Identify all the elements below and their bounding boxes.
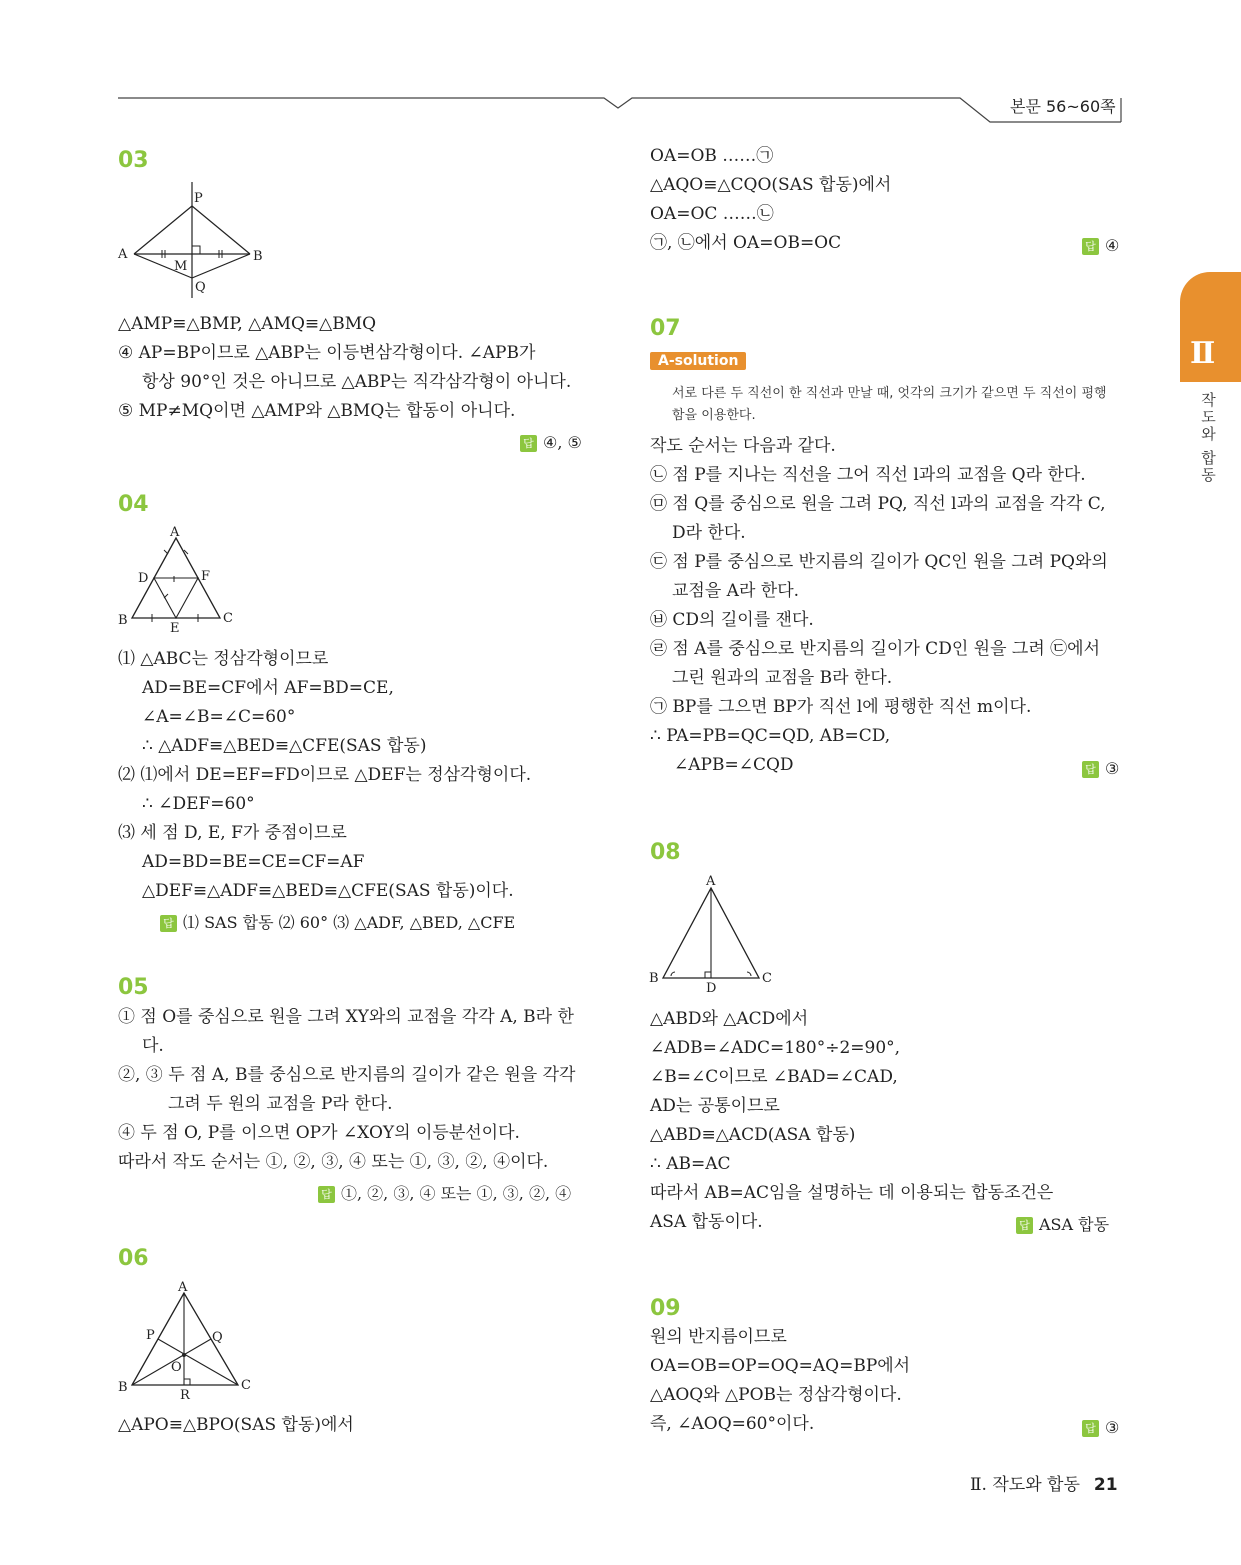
- q07-line-5: ㉢ 점 P를 중심으로 반지름의 길이가 QC인 원을 그려 PQ와의: [650, 552, 1108, 572]
- chapter-tab-title: 작도와 합동: [1199, 392, 1217, 484]
- label-P: P: [194, 191, 203, 206]
- figure-q04: [112, 522, 242, 637]
- q06-answer-text: ④: [1105, 236, 1120, 255]
- q06-line-1: △APO≡△BPO(SAS 합동)에서: [118, 1415, 354, 1435]
- q09-line-1: 원의 반지름이므로: [650, 1327, 787, 1347]
- q06-answer: [1082, 231, 1119, 260]
- label-Q: Q: [195, 280, 206, 295]
- q04-line-3: ∠A=∠B=∠C=60°: [142, 707, 296, 727]
- label-Q: Q: [212, 1330, 223, 1345]
- label-B: B: [253, 249, 263, 264]
- q03-answer-text: ④, ⑤: [543, 433, 582, 452]
- question-number-03: 03: [118, 148, 149, 173]
- q07-answer-text: ③: [1105, 759, 1120, 778]
- label-M: M: [174, 259, 188, 274]
- label-O: O: [171, 1360, 182, 1375]
- label-F: F: [201, 569, 211, 584]
- label-A: A: [170, 525, 180, 540]
- q08-line-7: 따라서 AB=AC임을 설명하는 데 이용되는 합동조건은: [650, 1183, 1054, 1203]
- q04-line-4: ∴ △ADF≡△BED≡△CFE(SAS 합동): [142, 736, 427, 756]
- a-solution-line-2: 함을 이용한다.: [672, 408, 756, 423]
- q07-line-10: ㉠ BP를 그으면 BP가 직선 l에 평행한 직선 m이다.: [650, 697, 1032, 717]
- q06-line-2: OA=OB ……㉠: [650, 146, 774, 166]
- label-A: A: [118, 247, 128, 262]
- q06-line-3: △AQO≡△CQO(SAS 합동)에서: [650, 175, 892, 195]
- footer-chapter: Ⅱ. 작도와 합동: [970, 1475, 1080, 1495]
- answer-badge: 답: [1082, 1420, 1099, 1437]
- q07-line-2: ㉡ 점 P를 지나는 직선을 그어 직선 l과의 교점을 Q라 한다.: [650, 465, 1086, 485]
- q07-line-11: ∴ PA=PB=QC=QD, AB=CD,: [650, 726, 891, 746]
- q04-answer: [160, 908, 515, 937]
- page-number: 21: [1093, 1475, 1118, 1495]
- q04-line-8: AD=BD=BE=CE=CF=AF: [142, 852, 365, 872]
- q07-line-9: 그린 원과의 교점을 B라 한다.: [672, 668, 893, 688]
- q09-line-4: 즉, ∠AOQ=60°이다.: [650, 1414, 815, 1434]
- label-B: B: [649, 971, 659, 986]
- answer-badge: 답: [318, 1186, 335, 1203]
- q03-line-1: △AMP≡△BMP, △AMQ≡△BMQ: [118, 314, 377, 334]
- a-solution-label: A-solution: [650, 352, 746, 370]
- label-P: P: [146, 1328, 155, 1343]
- label-D: D: [706, 981, 717, 996]
- label-D: D: [138, 571, 149, 586]
- q04-line-9: △DEF≡△ADF≡△BED≡△CFE(SAS 합동)이다.: [142, 881, 514, 901]
- answer-badge: 답: [1082, 761, 1099, 778]
- q04-line-2: AD=BE=CF에서 AF=BD=CE,: [142, 678, 394, 698]
- label-C: C: [223, 611, 233, 626]
- question-number-05: 05: [118, 975, 149, 1000]
- page-footer: [970, 1470, 1118, 1495]
- q07-line-1: 작도 순서는 다음과 같다.: [650, 436, 836, 456]
- label-A: A: [706, 874, 716, 889]
- q08-line-6: ∴ AB=AC: [650, 1154, 731, 1174]
- q08-answer: [1016, 1210, 1109, 1239]
- label-E: E: [170, 621, 180, 636]
- q05-answer: [318, 1179, 571, 1208]
- q08-line-4: AD는 공통이므로: [650, 1096, 780, 1116]
- q07-line-12: ∠APB=∠CQD: [674, 755, 794, 775]
- q08-line-2: ∠ADB=∠ADC=180°÷2=90°,: [650, 1038, 901, 1058]
- q03-line-2: ④ AP=BP이므로 △ABP는 이등변삼각형이다. ∠APB가: [118, 343, 536, 363]
- q05-line-2: 다.: [142, 1036, 164, 1056]
- q08-line-8: ASA 합동이다.: [650, 1212, 763, 1232]
- q04-answer-text: ⑴ SAS 합동 ⑵ 60° ⑶ △ADF, △BED, △CFE: [183, 913, 516, 932]
- label-B: B: [118, 1380, 128, 1395]
- label-C: C: [241, 1378, 251, 1393]
- answer-badge: 답: [1016, 1217, 1033, 1234]
- q05-line-6: 따라서 작도 순서는 ①, ②, ③, ④ 또는 ①, ③, ②, ④이다.: [118, 1152, 549, 1172]
- q08-line-5: △ABD≡△ACD(ASA 합동): [650, 1125, 856, 1145]
- q07-line-3: ㉤ 점 Q를 중심으로 원을 그려 PQ, 직선 l과의 교점을 각각 C,: [650, 494, 1106, 514]
- question-number-08: 08: [650, 840, 681, 865]
- q04-line-7: ⑶ 세 점 D, E, F가 중점이므로: [118, 823, 347, 843]
- q05-answer-text: ①, ②, ③, ④ 또는 ①, ③, ②, ④: [341, 1184, 572, 1203]
- q04-line-5: ⑵ ⑴에서 DE=EF=FD이므로 △DEF는 정삼각형이다.: [118, 765, 532, 785]
- question-number-07: 07: [650, 316, 681, 341]
- label-A: A: [178, 1280, 188, 1295]
- q04-line-1: ⑴ △ABC는 정삼각형이므로: [118, 649, 329, 669]
- q05-line-3: ②, ③ 두 점 A, B를 중심으로 반지름의 길이가 같은 원을 각각: [118, 1065, 576, 1085]
- answer-badge: 답: [1082, 238, 1099, 255]
- q07-line-8: ㉣ 점 A를 중심으로 반지름의 길이가 CD인 원을 그려 ㉢에서: [650, 639, 1100, 659]
- q09-answer: [1082, 1413, 1119, 1442]
- q09-line-2: OA=OB=OP=OQ=AQ=BP에서: [650, 1356, 911, 1376]
- q03-answer: [520, 428, 582, 457]
- question-number-04: 04: [118, 492, 149, 517]
- label-C: C: [762, 971, 772, 986]
- q05-line-5: ④ 두 점 O, P를 이으면 OP가 ∠XOY의 이등분선이다.: [118, 1123, 520, 1143]
- q04-line-6: ∴ ∠DEF=60°: [142, 794, 255, 814]
- q06-line-5: ㉠, ㉡에서 OA=OB=OC: [650, 233, 842, 253]
- page-reference: 본문 56~60쪽: [1010, 97, 1116, 116]
- q08-answer-text: ASA 합동: [1039, 1215, 1110, 1234]
- question-number-06: 06: [118, 1246, 149, 1271]
- label-R: R: [180, 1388, 190, 1403]
- q08-line-1: △ABD와 △ACD에서: [650, 1009, 809, 1029]
- q07-line-6: 교점을 A라 한다.: [672, 581, 800, 601]
- figure-q08: [645, 868, 785, 998]
- figure-q03: [112, 178, 282, 300]
- q05-line-4: 그려 두 원의 교점을 P라 한다.: [168, 1094, 393, 1114]
- q03-line-3: 항상 90°인 것은 아니므로 △ABP는 직각삼각형이 아니다.: [142, 372, 572, 392]
- chapter-tab-roman: Ⅱ: [1190, 336, 1216, 371]
- label-B: B: [118, 613, 128, 628]
- question-number-09: 09: [650, 1296, 681, 1321]
- q07-line-7: ㉥ CD의 길이를 잰다.: [650, 610, 814, 630]
- answer-badge: 답: [520, 435, 537, 452]
- q06-line-4: OA=OC ……㉡: [650, 204, 774, 224]
- q09-answer-text: ③: [1105, 1418, 1120, 1437]
- a-solution-line-1: 서로 다른 두 직선이 한 직선과 만날 때, 엇각의 크기가 같으면 두 직선이 평행: [672, 386, 1107, 401]
- q03-line-4: ⑤ MP≠MQ이면 △AMP와 △BMQ는 합동이 아니다.: [118, 401, 516, 421]
- q09-line-3: △AOQ와 △POB는 정삼각형이다.: [650, 1385, 902, 1405]
- q08-line-3: ∠B=∠C이므로 ∠BAD=∠CAD,: [650, 1067, 898, 1087]
- q07-answer: [1082, 754, 1119, 783]
- q07-line-4: D라 한다.: [672, 523, 746, 543]
- figure-q06: [112, 1275, 262, 1405]
- answer-badge: 답: [160, 915, 177, 932]
- q05-line-1: ① 점 O를 중심으로 원을 그려 XY와의 교점을 각각 A, B라 한: [118, 1007, 574, 1027]
